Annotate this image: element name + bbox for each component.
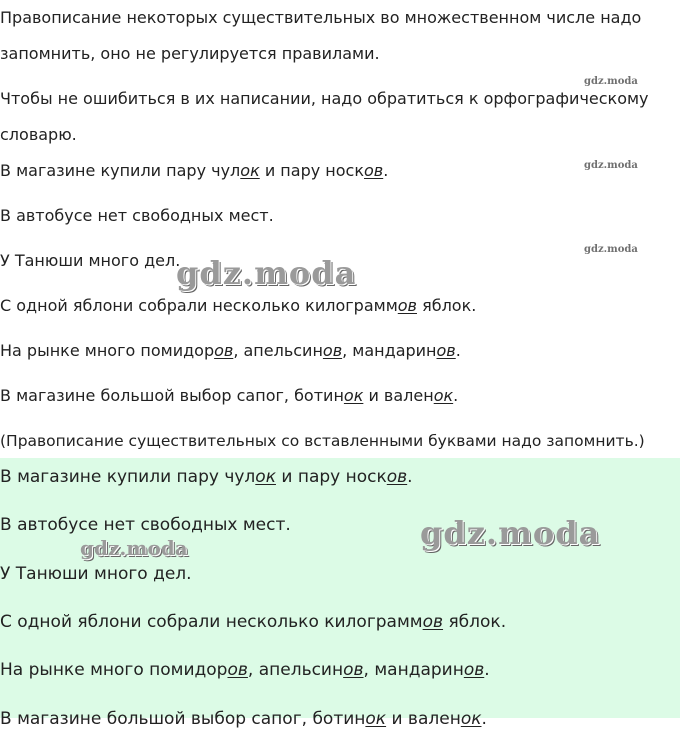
answer-sentence-4 [0,611,506,633]
text: яблок. [443,612,507,632]
text: С одной яблони собрали несколько килограмм [0,296,398,315]
inserted-letters: ов [343,660,364,680]
sentence-1 [0,160,388,182]
inserted-letters: ов [214,341,234,360]
answer-sentence-1 [0,466,413,488]
inserted-letters: ов [436,341,456,360]
inserted-letters: ов [386,467,408,487]
watermark: gdz.moda [420,514,601,552]
watermark: gdz.moda [176,254,357,292]
inserted-letters: ок [460,709,482,729]
text: В магазине купили пару чул [0,161,241,180]
text: , мандарин [342,341,437,360]
sentence-2: В автобусе нет свободных мест. [0,206,274,225]
text: , мандарин [363,660,464,680]
text: . [383,161,389,180]
answer-sentence-2: В автобусе нет свободных мест. [0,515,291,535]
text: В магазине большой выбор сапог, ботин [0,709,366,729]
text: , апельсин [233,341,323,360]
inserted-letters: ок [240,161,260,180]
inserted-letters: ок [365,709,387,729]
text: и вален [386,709,461,729]
intro-line: Чтобы не ошибиться в их написании, надо обратиться к орфографическому [0,89,649,108]
sentence-5 [0,340,461,362]
answer-panel [0,458,680,729]
text: С одной яблони собрали несколько килограмм [0,612,423,632]
note: (Правописание существительных со вставленными буквами надо запомнить.) [0,432,645,450]
text: и вален [363,386,434,405]
text: . [481,709,487,729]
intro-line: запомнить, оно не регулируется правилами. [0,44,380,63]
answer-sentence-3: У Танюши много дел. [0,564,192,584]
watermark: gdz.moda [584,76,638,87]
watermark: gdz.moda [584,244,638,255]
inserted-letters: ок [343,386,364,405]
intro-line: Правописание некоторых существительных во множественном числе надо [0,8,642,27]
intro-line: словарю. [0,125,77,144]
inserted-letters: ов [322,341,343,360]
answer-sentence-5 [0,659,490,681]
text: . [455,341,461,360]
text: и пару носк [259,161,364,180]
inserted-letters: ок [255,467,276,487]
text: В магазине купили пару чул [0,467,256,487]
watermark: gdz.moda [80,536,188,560]
inserted-letters: ов [397,296,417,315]
text: , апельсин [247,660,344,680]
text: На рынке много помидор [0,660,228,680]
text: . [407,467,413,487]
text: яблок. [416,296,477,315]
text: На рынке много помидор [0,341,215,360]
inserted-letters: ок [433,386,454,405]
inserted-letters: ов [463,660,485,680]
text: . [484,660,490,680]
inserted-letters: ов [227,660,248,680]
inserted-letters: ов [422,612,444,632]
text: В магазине большой выбор сапог, ботин [0,386,344,405]
text: и пару носк [275,467,387,487]
sentence-3: У Танюши много дел. [0,251,181,270]
inserted-letters: ов [364,161,384,180]
answer-sentence-6 [0,708,487,730]
sentence-4 [0,295,476,317]
watermark: gdz.moda [584,160,638,171]
sentence-6 [0,385,458,407]
text: . [453,386,459,405]
